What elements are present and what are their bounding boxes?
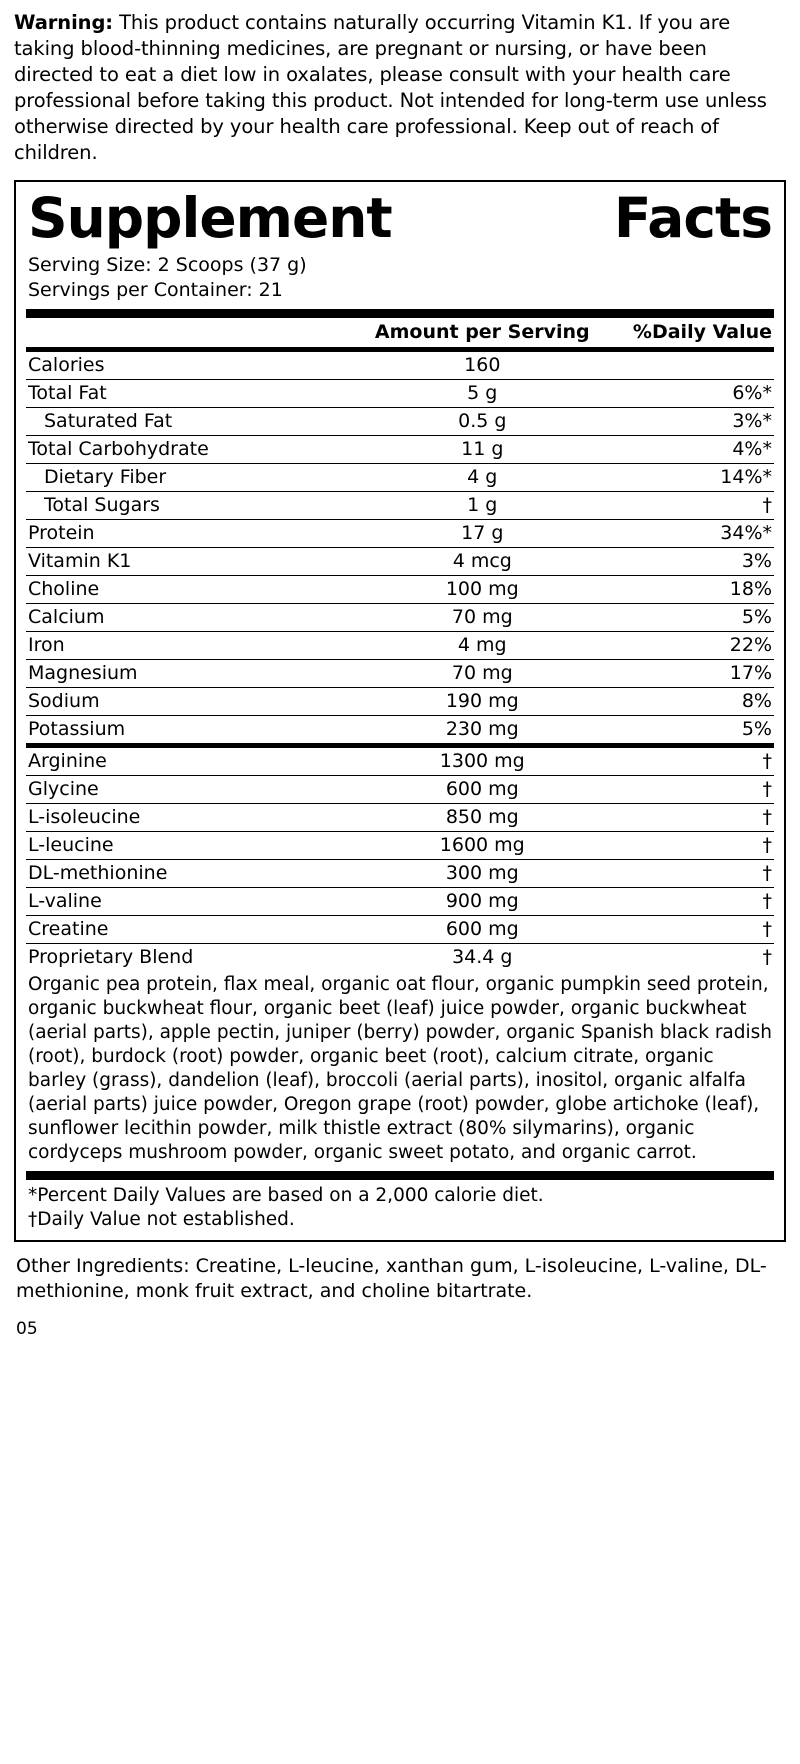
row-amount: 900 mg	[370, 887, 594, 915]
row-daily-value: 6%*	[594, 379, 774, 407]
table-row	[26, 887, 774, 915]
nutrition-table-body	[26, 318, 774, 347]
row-nutrient-name: Magnesium	[26, 659, 370, 687]
row-daily-value	[594, 352, 774, 380]
row-nutrient-name: Sodium	[26, 687, 370, 715]
row-nutrient-name: Total Sugars	[26, 491, 370, 519]
row-amount: 17 g	[370, 519, 594, 547]
row-daily-value: 8%	[594, 687, 774, 715]
row-nutrient-name: Total Fat	[26, 379, 370, 407]
row-nutrient-name: Dietary Fiber	[26, 463, 370, 491]
servings-per-container: Servings per Container: 21	[28, 278, 283, 301]
row-amount: 5 g	[370, 379, 594, 407]
nutrition-table	[26, 318, 774, 347]
table-header-row	[26, 318, 774, 347]
table-row	[26, 379, 774, 407]
blend-row	[26, 944, 774, 971]
row-nutrient-name: L-leucine	[26, 831, 370, 859]
row-amount: 11 g	[370, 435, 594, 463]
row-daily-value: †	[762, 749, 772, 772]
row-daily-value: 14%*	[594, 463, 774, 491]
warning-label: Warning:	[14, 11, 113, 34]
table-row	[26, 659, 774, 687]
title-word-supplement: Supplement	[28, 185, 392, 250]
table-row	[26, 575, 774, 603]
row-daily-value: 17%	[594, 659, 774, 687]
row-nutrient-name: Potassium	[26, 715, 370, 743]
row-amount: 850 mg	[370, 803, 594, 831]
supplement-facts-title	[26, 185, 774, 252]
row-daily-value: 22%	[594, 631, 774, 659]
table-row	[26, 519, 774, 547]
row-amount: 1300 mg	[439, 749, 525, 772]
table-row	[26, 831, 774, 859]
footnote-dv-not-established: †Daily Value not established.	[28, 1209, 295, 1231]
header-daily-value: %Daily Value	[632, 320, 772, 343]
footnote-daily-values: *Percent Daily Values are based on a 2,000 calorie diet.	[28, 1185, 544, 1207]
row-nutrient-name: Arginine	[28, 749, 107, 772]
warning-text: This product contains naturally occurring Vitamin K1. If you are taking blood-thinning medicines, are pregnant or nursing, or have been directed to eat a diet low in oxalates, please consult with your health care professional before taking this product. Not intended for long-term use unless otherwise directed by your health care professional. Keep out of reach of children.	[14, 11, 767, 164]
header-blank	[26, 318, 370, 347]
footnotes	[26, 1180, 774, 1232]
table-row	[26, 352, 774, 380]
serving-size: Serving Size: 2 Scoops (37 g)	[28, 254, 307, 277]
row-nutrient-name: Calories	[28, 353, 105, 376]
table-row	[26, 915, 774, 943]
table-row	[26, 859, 774, 887]
table-row	[26, 631, 774, 659]
table-row	[26, 803, 774, 831]
row-nutrient-name: L-isoleucine	[26, 803, 370, 831]
row-amount: 100 mg	[370, 575, 594, 603]
row-amount: 190 mg	[370, 687, 594, 715]
table-row	[26, 715, 774, 743]
row-nutrient-name: Glycine	[26, 775, 370, 803]
row-daily-value: †	[594, 491, 774, 519]
row-nutrient-name: Calcium	[26, 603, 370, 631]
table-row	[26, 748, 774, 776]
row-daily-value: 18%	[594, 575, 774, 603]
row-amount: 4 mcg	[370, 547, 594, 575]
amino-rows-body	[26, 748, 774, 943]
row-daily-value: †	[594, 775, 774, 803]
table-row	[26, 435, 774, 463]
row-nutrient-name: Choline	[26, 575, 370, 603]
header-amount-per-serving: Amount per Serving	[374, 320, 590, 343]
page-number: 05	[16, 1318, 38, 1339]
row-daily-value: †	[594, 887, 774, 915]
row-nutrient-name: Total Carbohydrate	[26, 435, 370, 463]
nutrient-rows-body	[26, 352, 774, 743]
blend-description-row	[26, 971, 774, 1168]
table-row	[26, 463, 774, 491]
row-amount: 70 mg	[370, 603, 594, 631]
row-daily-value: †	[594, 859, 774, 887]
blend-name: Proprietary Blend	[28, 945, 194, 968]
row-amount: 4 g	[370, 463, 594, 491]
row-amount: 160	[464, 353, 501, 376]
row-daily-value: 5%	[594, 603, 774, 631]
supplement-facts-panel	[14, 180, 786, 1243]
row-amount: 1 g	[370, 491, 594, 519]
row-nutrient-name: Protein	[26, 519, 370, 547]
divider-thick-footnotes	[26, 1171, 774, 1180]
row-amount: 600 mg	[370, 915, 594, 943]
table-row	[26, 687, 774, 715]
table-row	[26, 491, 774, 519]
blend-dv: †	[762, 945, 772, 968]
row-amount: 0.5 g	[370, 407, 594, 435]
table-row	[26, 603, 774, 631]
row-daily-value: 3%	[594, 547, 774, 575]
row-nutrient-name: Saturated Fat	[26, 407, 370, 435]
row-amount: 300 mg	[370, 859, 594, 887]
row-daily-value: †	[594, 803, 774, 831]
row-nutrient-name: DL-methionine	[26, 859, 370, 887]
blend-table	[26, 944, 774, 1168]
other-ingredients: Other Ingredients: Creatine, L-leucine, xanthan gum, L-isoleucine, L-valine, DL-methionine, monk fruit extract, and choline bitartrate.	[16, 1255, 767, 1303]
row-amount: 230 mg	[370, 715, 594, 743]
row-daily-value: †	[594, 831, 774, 859]
title-word-facts: Facts	[613, 185, 772, 250]
nutrient-rows-table	[26, 352, 774, 743]
divider-thick-top	[26, 309, 774, 318]
table-row	[26, 547, 774, 575]
table-row	[26, 407, 774, 435]
row-daily-value: †	[594, 915, 774, 943]
amino-rows-table	[26, 748, 774, 943]
row-amount: 70 mg	[370, 659, 594, 687]
row-nutrient-name: Iron	[26, 631, 370, 659]
row-nutrient-name: Creatine	[26, 915, 370, 943]
row-daily-value: 4%*	[594, 435, 774, 463]
row-nutrient-name: Vitamin K1	[26, 547, 370, 575]
row-daily-value: 5%	[594, 715, 774, 743]
blend-table-body	[26, 944, 774, 1168]
row-daily-value: 34%*	[594, 519, 774, 547]
blend-description: Organic pea protein, flax meal, organic oat flour, organic pumpkin seed protein, organic buckwheat flour, organic beet (leaf) juice powder, organic buckwheat (aerial parts), apple pectin, juniper (berry) powder, organic Spanish black radish (root), burdock (root) powder, organic beet (root), calcium citrate, organic barley (grass), dandelion (leaf), broccoli (aerial parts), inositol, organic alfalfa (aerial parts) juice powder, Oregon grape (root) powder, globe artichoke (leaf), sunflower lecithin powder, milk thistle extract (80% silymarins), organic cordyceps mushroom powder, organic sweet potato, and organic carrot.	[28, 973, 773, 1164]
warning-paragraph	[14, 10, 786, 166]
row-daily-value: 3%*	[594, 407, 774, 435]
row-nutrient-name: L-valine	[26, 887, 370, 915]
row-amount: 600 mg	[370, 775, 594, 803]
serving-info	[26, 251, 774, 306]
table-row	[26, 775, 774, 803]
row-amount: 4 mg	[370, 631, 594, 659]
row-amount: 1600 mg	[370, 831, 594, 859]
blend-amount: 34.4 g	[452, 945, 513, 968]
